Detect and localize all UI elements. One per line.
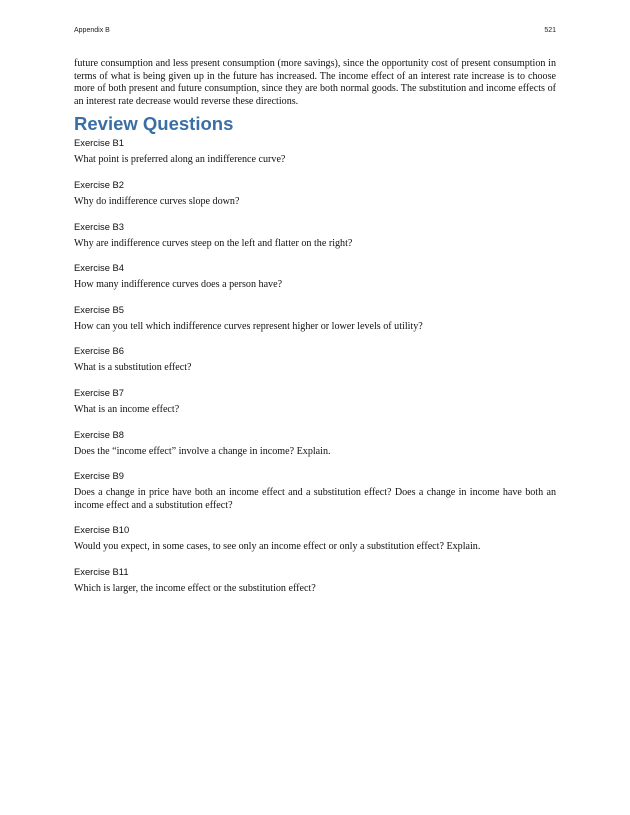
exercise-question: What is an income effect? (74, 403, 180, 415)
exercise-list (74, 137, 556, 595)
exercise-question: Does the “income effect” involve a change in income? Explain. (74, 445, 331, 457)
exercise-item (74, 524, 556, 554)
exercise-item (74, 221, 556, 251)
exercise-title: Exercise B11 (74, 565, 129, 577)
page-content (74, 58, 556, 596)
exercise-item (74, 429, 556, 459)
exercise-question: How can you tell which indifference curves represent higher or lower levels of utility? (74, 320, 423, 332)
exercise-item (74, 387, 556, 417)
exercise-question: Does a change in price have both an income effect and a substitution effect? Does a change in income have both an income effect and a substitution effect? (74, 487, 556, 511)
exercise-question: Which is larger, the income effect or the substitution effect? (74, 582, 316, 594)
exercise-item (74, 470, 556, 512)
exercise-title: Exercise B8 (74, 428, 125, 440)
exercise-title: Exercise B9 (74, 470, 125, 482)
exercise-title: Exercise B3 (74, 220, 125, 232)
exercise-item (74, 304, 556, 334)
exercise-question: Why do indifference curves slope down? (74, 195, 240, 207)
exercise-title: Exercise B7 (74, 386, 125, 398)
exercise-question: What point is preferred along an indifference curve? (74, 154, 286, 166)
exercise-title: Exercise B5 (74, 303, 125, 315)
exercise-question: Would you expect, in some cases, to see only an income effect or only a substitution effect? Explain. (74, 541, 481, 553)
exercise-item (74, 345, 556, 375)
exercise-title: Exercise B10 (74, 524, 130, 536)
intro-paragraph: future consumption and less present consumption (more savings), since the opportunity cost of present consumption in terms of what is being given up in the future has increased. The income effect of an interest rate increase is to choose more of both present and future consumption, since they are both normal goods. The substitution and income effects of an interest rate decrease would reverse these directions. (74, 58, 556, 107)
section-title: Review Questions (74, 113, 234, 135)
exercise-title: Exercise B1 (74, 137, 125, 149)
header-appendix-label: Appendix B (74, 27, 110, 34)
exercise-title: Exercise B4 (74, 262, 125, 274)
exercise-title: Exercise B6 (74, 345, 125, 357)
exercise-title: Exercise B2 (74, 178, 125, 190)
header-page-number: 521 (544, 27, 556, 34)
exercise-item (74, 137, 556, 167)
exercise-question: What is a substitution effect? (74, 362, 192, 374)
running-header (74, 27, 556, 34)
exercise-item (74, 179, 556, 209)
exercise-item (74, 566, 556, 596)
exercise-question: How many indifference curves does a person have? (74, 279, 283, 291)
exercise-item (74, 262, 556, 292)
exercise-question: Why are indifference curves steep on the left and flatter on the right? (74, 237, 353, 249)
